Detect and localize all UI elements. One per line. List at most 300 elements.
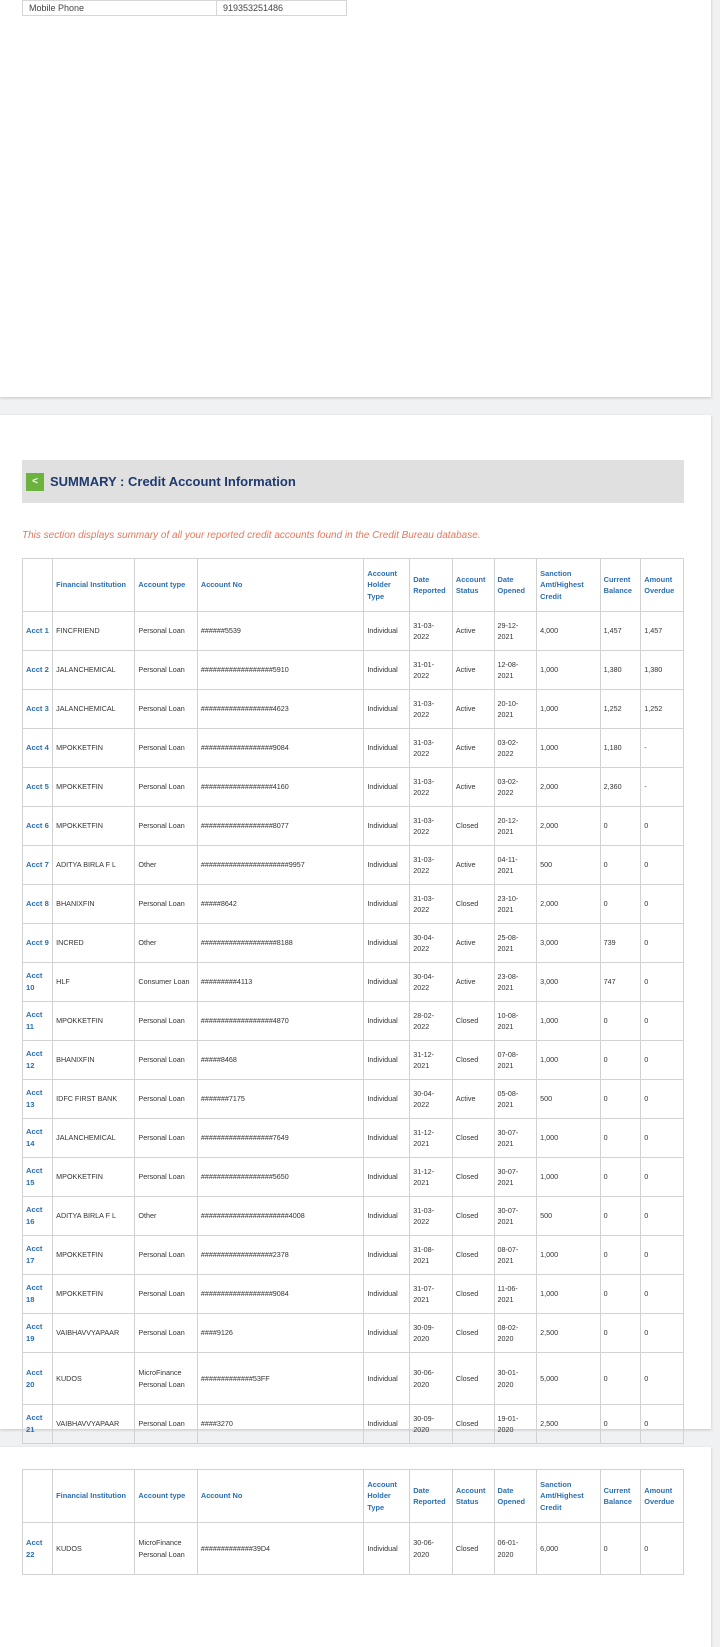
credit-accounts-table — [22, 558, 684, 1444]
account-no-cell: ##################4870 — [197, 1002, 364, 1041]
acct-cell[interactable]: Acct 14 — [23, 1119, 53, 1158]
date-opened-cell: 07-08-2021 — [494, 1041, 537, 1080]
date-opened-cell: 20-10-2021 — [494, 690, 537, 729]
account-status-cell: Closed — [452, 885, 494, 924]
financial-institution-cell: ADITYA BIRLA F L — [53, 846, 135, 885]
financial-institution-cell: BHANIXFIN — [53, 1041, 135, 1080]
acct-cell[interactable]: Acct 12 — [23, 1041, 53, 1080]
acct-cell[interactable]: Acct 4 — [23, 729, 53, 768]
sanction-amount-cell: 3,000 — [537, 963, 600, 1002]
account-no-cell: ######################4008 — [197, 1197, 364, 1236]
account-type-cell: MicroFinance Personal Loan — [135, 1523, 197, 1575]
account-no-cell: #########4113 — [197, 963, 364, 1002]
sanction-amount-cell: 1,000 — [537, 729, 600, 768]
table-row — [23, 807, 684, 846]
financial-institution-cell: MPOKKETFIN — [53, 1002, 135, 1041]
date-reported-cell: 30-09-2020 — [410, 1405, 453, 1444]
header-current-balance: Current Balance — [600, 559, 641, 612]
date-opened-cell: 30-07-2021 — [494, 1197, 537, 1236]
financial-institution-cell: KUDOS — [53, 1353, 135, 1405]
account-status-cell: Closed — [452, 1119, 494, 1158]
acct-cell[interactable]: Acct 6 — [23, 807, 53, 846]
amount-overdue-cell: 0 — [641, 924, 684, 963]
date-opened-cell: 23-10-2021 — [494, 885, 537, 924]
amount-overdue-cell: 0 — [641, 1236, 684, 1275]
credit-accounts-body-continued — [23, 1523, 684, 1575]
account-no-cell: ##################9084 — [197, 1275, 364, 1314]
header-amount-overdue: Amount Overdue — [641, 1470, 684, 1523]
acct-cell[interactable]: Acct 11 — [23, 1002, 53, 1041]
table-row — [23, 1197, 684, 1236]
summary-title: SUMMARY : Credit Account Information — [50, 474, 296, 489]
acct-cell[interactable]: Acct 21 — [23, 1405, 53, 1444]
header-account-type: Account type — [135, 559, 197, 612]
table-row — [23, 1080, 684, 1119]
date-reported-cell: 31-03-2022 — [410, 612, 453, 651]
table-row — [23, 963, 684, 1002]
amount-overdue-cell: 0 — [641, 1119, 684, 1158]
sanction-amount-cell: 500 — [537, 1197, 600, 1236]
header-account-status: Account Status — [452, 1470, 494, 1523]
amount-overdue-cell: 0 — [641, 1314, 684, 1353]
account-no-cell: ####9126 — [197, 1314, 364, 1353]
header-financial-institution: Financial Institution — [53, 559, 135, 612]
current-balance-cell: 0 — [600, 807, 641, 846]
account-status-cell: Active — [452, 651, 494, 690]
account-type-cell: Personal Loan — [135, 1119, 197, 1158]
contact-value: 919353251486 — [217, 1, 347, 16]
account-no-cell: ##################4623 — [197, 690, 364, 729]
date-reported-cell: 31-03-2022 — [410, 885, 453, 924]
date-reported-cell: 31-08-2021 — [410, 1236, 453, 1275]
sanction-amount-cell: 2,000 — [537, 885, 600, 924]
acct-cell[interactable]: Acct 3 — [23, 690, 53, 729]
date-opened-cell: 25-08-2021 — [494, 924, 537, 963]
account-no-cell: ##################8077 — [197, 807, 364, 846]
date-reported-cell: 31-01-2022 — [410, 651, 453, 690]
date-opened-cell: 30-01-2020 — [494, 1353, 537, 1405]
current-balance-cell: 739 — [600, 924, 641, 963]
holder-type-cell: Individual — [364, 1158, 410, 1197]
account-type-cell: Other — [135, 924, 197, 963]
financial-institution-cell: JALANCHEMICAL — [53, 651, 135, 690]
holder-type-cell: Individual — [364, 1119, 410, 1158]
sanction-amount-cell: 1,000 — [537, 690, 600, 729]
acct-cell[interactable]: Acct 20 — [23, 1353, 53, 1405]
date-opened-cell: 30-07-2021 — [494, 1119, 537, 1158]
current-balance-cell: 747 — [600, 963, 641, 1002]
header-date-opened: Date Opened — [494, 1470, 537, 1523]
account-status-cell: Closed — [452, 1353, 494, 1405]
date-reported-cell: 31-12-2021 — [410, 1119, 453, 1158]
table-row — [23, 1405, 684, 1444]
account-type-cell: Personal Loan — [135, 1275, 197, 1314]
account-no-cell: #############53FF — [197, 1353, 364, 1405]
date-reported-cell: 31-03-2022 — [410, 807, 453, 846]
header-account-status: Account Status — [452, 559, 494, 612]
acct-cell[interactable]: Acct 17 — [23, 1236, 53, 1275]
summary-intro: This section displays summary of all your reported credit accounts found in the Credit Bureau database. — [22, 530, 481, 541]
account-no-cell: ##################4160 — [197, 768, 364, 807]
acct-cell[interactable]: Acct 7 — [23, 846, 53, 885]
financial-institution-cell: MPOKKETFIN — [53, 729, 135, 768]
date-reported-cell: 31-12-2021 — [410, 1158, 453, 1197]
holder-type-cell: Individual — [364, 1197, 410, 1236]
account-type-cell: Personal Loan — [135, 1041, 197, 1080]
acct-cell[interactable]: Acct 22 — [23, 1523, 53, 1575]
account-status-cell: Closed — [452, 1041, 494, 1080]
holder-type-cell: Individual — [364, 885, 410, 924]
current-balance-cell: 1,457 — [600, 612, 641, 651]
amount-overdue-cell: 1,380 — [641, 651, 684, 690]
current-balance-cell: 0 — [600, 885, 641, 924]
financial-institution-cell: MPOKKETFIN — [53, 1158, 135, 1197]
financial-institution-cell: KUDOS — [53, 1523, 135, 1575]
date-reported-cell: 28-02-2022 — [410, 1002, 453, 1041]
date-reported-cell: 30-04-2022 — [410, 1080, 453, 1119]
account-no-cell: ######################9957 — [197, 846, 364, 885]
acct-cell[interactable]: Acct 10 — [23, 963, 53, 1002]
account-status-cell: Active — [452, 963, 494, 1002]
holder-type-cell: Individual — [364, 690, 410, 729]
summary-header — [22, 460, 684, 503]
account-type-cell: Other — [135, 846, 197, 885]
account-type-cell: Personal Loan — [135, 729, 197, 768]
amount-overdue-cell: 0 — [641, 1080, 684, 1119]
account-type-cell: Personal Loan — [135, 768, 197, 807]
date-reported-cell: 30-06-2020 — [410, 1353, 453, 1405]
current-balance-cell: 0 — [600, 1041, 641, 1080]
amount-overdue-cell: 0 — [641, 963, 684, 1002]
current-balance-cell: 0 — [600, 1158, 641, 1197]
header-acct — [23, 1470, 53, 1523]
holder-type-cell: Individual — [364, 846, 410, 885]
amount-overdue-cell: - — [641, 729, 684, 768]
date-reported-cell: 31-03-2022 — [410, 768, 453, 807]
account-status-cell: Closed — [452, 1275, 494, 1314]
date-opened-cell: 04-11-2021 — [494, 846, 537, 885]
header-date-reported: Date Reported — [410, 1470, 453, 1523]
back-arrow-icon[interactable]: < — [26, 473, 44, 491]
account-status-cell: Closed — [452, 807, 494, 846]
account-status-cell: Active — [452, 846, 494, 885]
date-opened-cell: 19-01-2020 — [494, 1405, 537, 1444]
header-amount-overdue: Amount Overdue — [641, 559, 684, 612]
account-type-cell: Personal Loan — [135, 690, 197, 729]
financial-institution-cell: IDFC FIRST BANK — [53, 1080, 135, 1119]
table-row — [23, 846, 684, 885]
table-header-row — [23, 1470, 684, 1523]
credit-accounts-table-continued — [22, 1469, 684, 1575]
sanction-amount-cell: 500 — [537, 1080, 600, 1119]
account-type-cell: Personal Loan — [135, 1002, 197, 1041]
sanction-amount-cell: 1,000 — [537, 1275, 600, 1314]
header-sanction-amount: Sanction Amt/Highest Credit — [537, 1470, 600, 1523]
account-type-cell: Personal Loan — [135, 1236, 197, 1275]
amount-overdue-cell: 1,457 — [641, 612, 684, 651]
amount-overdue-cell: 0 — [641, 1275, 684, 1314]
acct-cell[interactable]: Acct 8 — [23, 885, 53, 924]
account-type-cell: Personal Loan — [135, 1158, 197, 1197]
current-balance-cell: 0 — [600, 1405, 641, 1444]
account-no-cell: ##################5910 — [197, 651, 364, 690]
current-balance-cell: 0 — [600, 1080, 641, 1119]
contact-table — [22, 0, 347, 16]
holder-type-cell: Individual — [364, 1080, 410, 1119]
account-status-cell: Active — [452, 612, 494, 651]
contact-label: Mobile Phone — [23, 1, 217, 16]
account-status-cell: Closed — [452, 1405, 494, 1444]
account-status-cell: Closed — [452, 1197, 494, 1236]
table-row — [23, 1314, 684, 1353]
financial-institution-cell: ADITYA BIRLA F L — [53, 1197, 135, 1236]
account-type-cell: Consumer Loan — [135, 963, 197, 1002]
account-status-cell: Active — [452, 729, 494, 768]
sanction-amount-cell: 2,000 — [537, 768, 600, 807]
account-no-cell: ####3270 — [197, 1405, 364, 1444]
date-reported-cell: 30-04-2022 — [410, 924, 453, 963]
table-row — [23, 1353, 684, 1405]
financial-institution-cell: BHANIXFIN — [53, 885, 135, 924]
date-reported-cell: 31-03-2022 — [410, 846, 453, 885]
financial-institution-cell: INCRED — [53, 924, 135, 963]
financial-institution-cell: MPOKKETFIN — [53, 807, 135, 846]
header-sanction-amount: Sanction Amt/Highest Credit — [537, 559, 600, 612]
current-balance-cell: 1,380 — [600, 651, 641, 690]
report-page-contact — [0, 0, 711, 397]
acct-cell[interactable]: Acct 5 — [23, 768, 53, 807]
acct-cell[interactable]: Acct 13 — [23, 1080, 53, 1119]
date-opened-cell: 20-12-2021 — [494, 807, 537, 846]
amount-overdue-cell: 0 — [641, 1197, 684, 1236]
header-date-opened: Date Opened — [494, 559, 537, 612]
account-status-cell: Closed — [452, 1158, 494, 1197]
amount-overdue-cell: 0 — [641, 1158, 684, 1197]
header-account-no: Account No — [197, 1470, 364, 1523]
sanction-amount-cell: 1,000 — [537, 651, 600, 690]
account-no-cell: ###################8188 — [197, 924, 364, 963]
account-type-cell: Personal Loan — [135, 1405, 197, 1444]
account-type-cell: Personal Loan — [135, 612, 197, 651]
financial-institution-cell: JALANCHEMICAL — [53, 690, 135, 729]
financial-institution-cell: HLF — [53, 963, 135, 1002]
sanction-amount-cell: 1,000 — [537, 1119, 600, 1158]
account-no-cell: #############39D4 — [197, 1523, 364, 1575]
header-holder-type: Account Holder Type — [364, 559, 410, 612]
account-type-cell: Other — [135, 1197, 197, 1236]
amount-overdue-cell: 0 — [641, 1353, 684, 1405]
date-opened-cell: 03-02-2022 — [494, 768, 537, 807]
acct-cell[interactable]: Acct 15 — [23, 1158, 53, 1197]
account-status-cell: Active — [452, 768, 494, 807]
account-no-cell: ##################7649 — [197, 1119, 364, 1158]
account-status-cell: Closed — [452, 1002, 494, 1041]
sanction-amount-cell: 5,000 — [537, 1353, 600, 1405]
amount-overdue-cell: 1,252 — [641, 690, 684, 729]
date-reported-cell: 31-12-2021 — [410, 1041, 453, 1080]
contact-row — [23, 1, 347, 16]
date-reported-cell: 31-03-2022 — [410, 1197, 453, 1236]
acct-cell[interactable]: Acct 18 — [23, 1275, 53, 1314]
sanction-amount-cell: 2,000 — [537, 807, 600, 846]
date-opened-cell: 06-01-2020 — [494, 1523, 537, 1575]
financial-institution-cell: MPOKKETFIN — [53, 768, 135, 807]
amount-overdue-cell: 0 — [641, 807, 684, 846]
current-balance-cell: 0 — [600, 1002, 641, 1041]
table-row — [23, 885, 684, 924]
current-balance-cell: 1,180 — [600, 729, 641, 768]
amount-overdue-cell: 0 — [641, 846, 684, 885]
date-opened-cell: 29-12-2021 — [494, 612, 537, 651]
financial-institution-cell: VAIBHAVVYAPAAR — [53, 1314, 135, 1353]
amount-overdue-cell: 0 — [641, 885, 684, 924]
holder-type-cell: Individual — [364, 768, 410, 807]
holder-type-cell: Individual — [364, 963, 410, 1002]
sanction-amount-cell: 1,000 — [537, 1041, 600, 1080]
table-row — [23, 768, 684, 807]
table-row — [23, 1041, 684, 1080]
account-status-cell: Active — [452, 1080, 494, 1119]
holder-type-cell: Individual — [364, 1523, 410, 1575]
account-status-cell: Closed — [452, 1314, 494, 1353]
acct-cell[interactable]: Acct 2 — [23, 651, 53, 690]
amount-overdue-cell: 0 — [641, 1041, 684, 1080]
table-row — [23, 690, 684, 729]
table-row — [23, 612, 684, 651]
table-row — [23, 651, 684, 690]
header-acct — [23, 559, 53, 612]
table-row — [23, 1158, 684, 1197]
date-opened-cell: 11-06-2021 — [494, 1275, 537, 1314]
current-balance-cell: 2,360 — [600, 768, 641, 807]
table-row — [23, 1523, 684, 1575]
report-page-summary — [0, 415, 711, 1434]
financial-institution-cell: JALANCHEMICAL — [53, 1119, 135, 1158]
amount-overdue-cell: 0 — [641, 1405, 684, 1444]
amount-overdue-cell: 0 — [641, 1002, 684, 1041]
current-balance-cell: 0 — [600, 1197, 641, 1236]
acct-cell[interactable]: Acct 1 — [23, 612, 53, 651]
holder-type-cell: Individual — [364, 924, 410, 963]
date-opened-cell: 05-08-2021 — [494, 1080, 537, 1119]
sanction-amount-cell: 500 — [537, 846, 600, 885]
table-row — [23, 1275, 684, 1314]
holder-type-cell: Individual — [364, 807, 410, 846]
holder-type-cell: Individual — [364, 1236, 410, 1275]
date-opened-cell: 10-08-2021 — [494, 1002, 537, 1041]
holder-type-cell: Individual — [364, 612, 410, 651]
date-opened-cell: 08-07-2021 — [494, 1236, 537, 1275]
acct-cell[interactable]: Acct 9 — [23, 924, 53, 963]
sanction-amount-cell: 2,500 — [537, 1314, 600, 1353]
date-opened-cell: 12-08-2021 — [494, 651, 537, 690]
current-balance-cell: 1,252 — [600, 690, 641, 729]
account-status-cell: Closed — [452, 1236, 494, 1275]
sanction-amount-cell: 6,000 — [537, 1523, 600, 1575]
sanction-amount-cell: 1,000 — [537, 1002, 600, 1041]
account-status-cell: Active — [452, 924, 494, 963]
account-type-cell: Personal Loan — [135, 1314, 197, 1353]
account-no-cell: #####8642 — [197, 885, 364, 924]
acct-cell[interactable]: Acct 19 — [23, 1314, 53, 1353]
date-opened-cell: 23-08-2021 — [494, 963, 537, 1002]
header-date-reported: Date Reported — [410, 559, 453, 612]
current-balance-cell: 0 — [600, 1353, 641, 1405]
account-type-cell: Personal Loan — [135, 1080, 197, 1119]
financial-institution-cell: FINCFRIEND — [53, 612, 135, 651]
financial-institution-cell: MPOKKETFIN — [53, 1275, 135, 1314]
holder-type-cell: Individual — [364, 1275, 410, 1314]
table-header-row — [23, 559, 684, 612]
holder-type-cell: Individual — [364, 729, 410, 768]
holder-type-cell: Individual — [364, 1353, 410, 1405]
holder-type-cell: Individual — [364, 1002, 410, 1041]
date-reported-cell: 30-09-2020 — [410, 1314, 453, 1353]
current-balance-cell: 0 — [600, 1275, 641, 1314]
date-reported-cell: 31-03-2022 — [410, 690, 453, 729]
current-balance-cell: 0 — [600, 1119, 641, 1158]
table-row — [23, 1119, 684, 1158]
table-row — [23, 924, 684, 963]
holder-type-cell: Individual — [364, 651, 410, 690]
current-balance-cell: 0 — [600, 1523, 641, 1575]
account-no-cell: #######7175 — [197, 1080, 364, 1119]
account-no-cell: ##################5650 — [197, 1158, 364, 1197]
amount-overdue-cell: 0 — [641, 1523, 684, 1575]
sanction-amount-cell: 4,000 — [537, 612, 600, 651]
account-no-cell: ##################2378 — [197, 1236, 364, 1275]
financial-institution-cell: MPOKKETFIN — [53, 1236, 135, 1275]
account-no-cell: ##################9084 — [197, 729, 364, 768]
current-balance-cell: 0 — [600, 1314, 641, 1353]
amount-overdue-cell: - — [641, 768, 684, 807]
header-financial-institution: Financial Institution — [53, 1470, 135, 1523]
account-type-cell: Personal Loan — [135, 807, 197, 846]
table-row — [23, 729, 684, 768]
financial-institution-cell: VAIBHAVVYAPAAR — [53, 1405, 135, 1444]
account-status-cell: Closed — [452, 1523, 494, 1575]
sanction-amount-cell: 3,000 — [537, 924, 600, 963]
sanction-amount-cell: 2,500 — [537, 1405, 600, 1444]
account-type-cell: MicroFinance Personal Loan — [135, 1353, 197, 1405]
header-account-no: Account No — [197, 559, 364, 612]
current-balance-cell: 0 — [600, 846, 641, 885]
table-row — [23, 1236, 684, 1275]
header-account-type: Account type — [135, 1470, 197, 1523]
date-opened-cell: 08-02-2020 — [494, 1314, 537, 1353]
sanction-amount-cell: 1,000 — [537, 1158, 600, 1197]
credit-accounts-body — [23, 612, 684, 1444]
account-no-cell: ######5539 — [197, 612, 364, 651]
acct-cell[interactable]: Acct 16 — [23, 1197, 53, 1236]
date-reported-cell: 31-03-2022 — [410, 729, 453, 768]
date-reported-cell: 30-04-2022 — [410, 963, 453, 1002]
holder-type-cell: Individual — [364, 1405, 410, 1444]
holder-type-cell: Individual — [364, 1041, 410, 1080]
holder-type-cell: Individual — [364, 1314, 410, 1353]
account-type-cell: Personal Loan — [135, 885, 197, 924]
sanction-amount-cell: 1,000 — [537, 1236, 600, 1275]
date-reported-cell: 30-06-2020 — [410, 1523, 453, 1575]
date-opened-cell: 03-02-2022 — [494, 729, 537, 768]
date-opened-cell: 30-07-2021 — [494, 1158, 537, 1197]
table-row — [23, 1002, 684, 1041]
date-reported-cell: 31-07-2021 — [410, 1275, 453, 1314]
account-no-cell: #####8468 — [197, 1041, 364, 1080]
current-balance-cell: 0 — [600, 1236, 641, 1275]
header-holder-type: Account Holder Type — [364, 1470, 410, 1523]
report-page-summary-continued — [0, 1447, 711, 1647]
